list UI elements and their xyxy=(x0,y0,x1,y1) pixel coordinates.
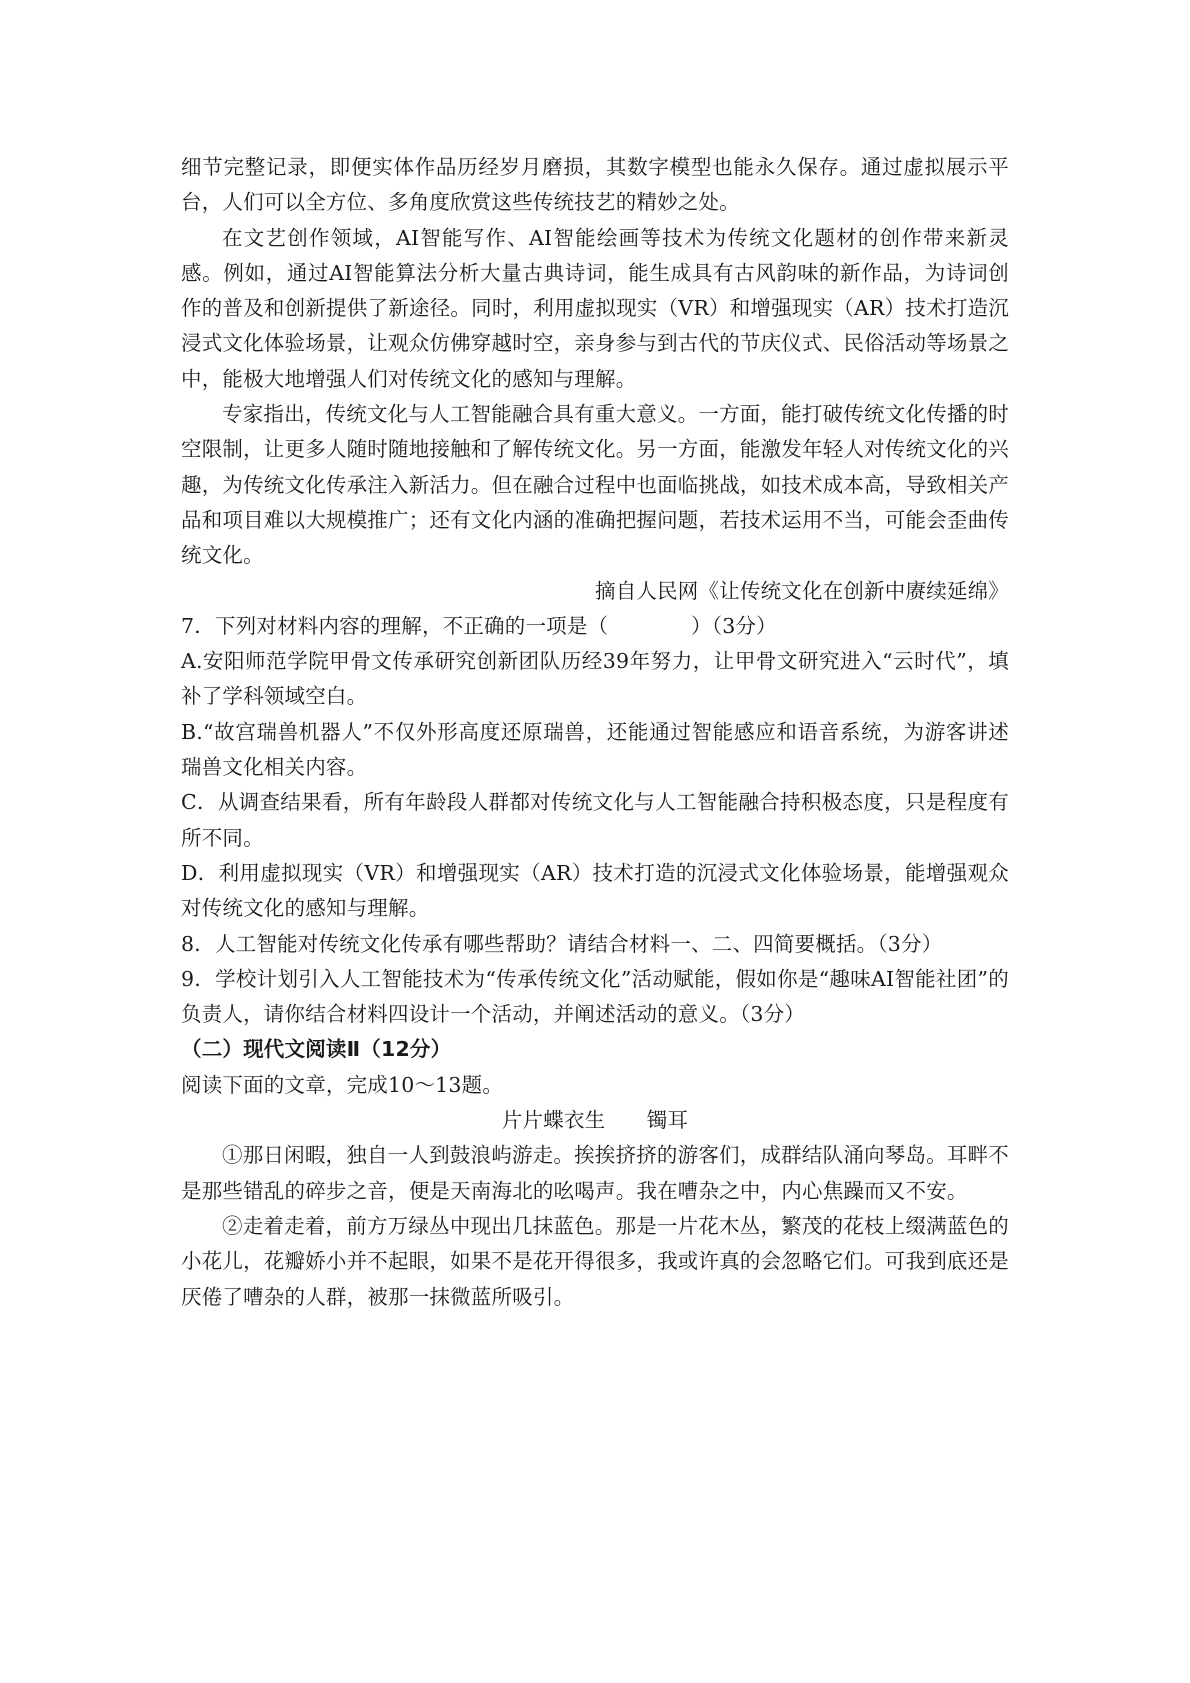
article-title: 片片蝶衣生 镯耳 xyxy=(501,1108,689,1133)
section-instruction: 阅读下面的文章，完成10～13题。 xyxy=(181,1072,504,1097)
body-paragraph-2: 在文艺创作领域，AI智能写作、AI智能绘画等技术为传统文化题材的创作带来新灵感。例如，通过AI智能算法分析大量古典诗词，能生成具有古风韵味的新作品，为诗词创作的普及和创新提供了新途径。同时，利用虚拟现实（VR）和增强现实（AR）技术打造沉浸式文化体验场景，让观众仿佛穿越时空，亲身参与到古代的节庆仪式、民俗活动等场景之中，能极大地增强人们对传统文化的感知与理解。 xyxy=(181,225,1009,391)
page-content xyxy=(181,150,1009,1315)
question-8: 8．人工智能对传统文化传承有哪些帮助？请结合材料一、二、四简要概括。（3分） xyxy=(181,931,943,956)
question-7-option-a: A.安阳师范学院甲骨文传承研究创新团队历经39年努力，让甲骨文研究进入“云时代”，填补了学科领域空白。 xyxy=(181,649,1009,709)
question-7-option-c: C．从调查结果看，所有年龄段人群都对传统文化与人工智能融合持积极态度，只是程度有所不同。 xyxy=(181,790,1009,850)
body-paragraph-3: 专家指出，传统文化与人工智能融合具有重大意义。一方面，能打破传统文化传播的时空限制，让更多人随时随地接触和了解传统文化。另一方面，能激发年轻人对传统文化的兴趣，为传统文化传承注入新活力。但在融合过程中也面临挑战，如技术成本高，导致相关产品和项目难以大规模推广；还有文化内涵的准确把握问题，若技术运用不当，可能会歪曲传统文化。 xyxy=(181,402,1009,568)
question-7-stem: 7．下列对材料内容的理解，不正确的一项是（ ）（3分） xyxy=(181,613,777,638)
question-7-option-d: D．利用虚拟现实（VR）和增强现实（AR）技术打造的沉浸式文化体验场景，能增强观众对传统文化的感知与理解。 xyxy=(181,860,1009,921)
question-7-option-b: B.“故宫瑞兽机器人”不仅外形高度还原瑞兽，还能通过智能感应和语音系统，为游客讲述瑞兽文化相关内容。 xyxy=(181,719,1009,780)
question-9: 9．学校计划引入人工智能技术为“传承传统文化”活动赋能，假如你是“趣味AI智能社团”的负责人，请你结合材料四设计一个活动，并阐述活动的意义。（3分） xyxy=(181,966,1009,1027)
article-paragraph-2: ②走着走着，前方万绿丛中现出几抹蓝色。那是一片花木丛，繁茂的花枝上缀满蓝色的小花儿，花瓣娇小并不起眼，如果不是花开得很多，我或许真的会忽略它们。可我到底还是厌倦了嘈杂的人群，被那一抹微蓝所吸引。 xyxy=(181,1213,1009,1309)
source-citation: 摘自人民网《让传统文化在创新中赓续延绵》 xyxy=(595,578,1009,603)
body-paragraph-1: 细节完整记录，即便实体作品历经岁月磨损，其数字模型也能永久保存。通过虚拟展示平台，人们可以全方位、多角度欣赏这些传统技艺的精妙之处。 xyxy=(181,155,1009,215)
section-heading: （二）现代文阅读Ⅱ（12分） xyxy=(181,1037,452,1062)
article-paragraph-1: ①那日闲暇，独自一人到鼓浪屿游走。挨挨挤挤的游客们，成群结队涌向琴岛。耳畔不是那些错乱的碎步之音，便是天南海北的吆喝声。我在嘈杂之中，内心焦躁而又不安。 xyxy=(181,1143,1009,1203)
